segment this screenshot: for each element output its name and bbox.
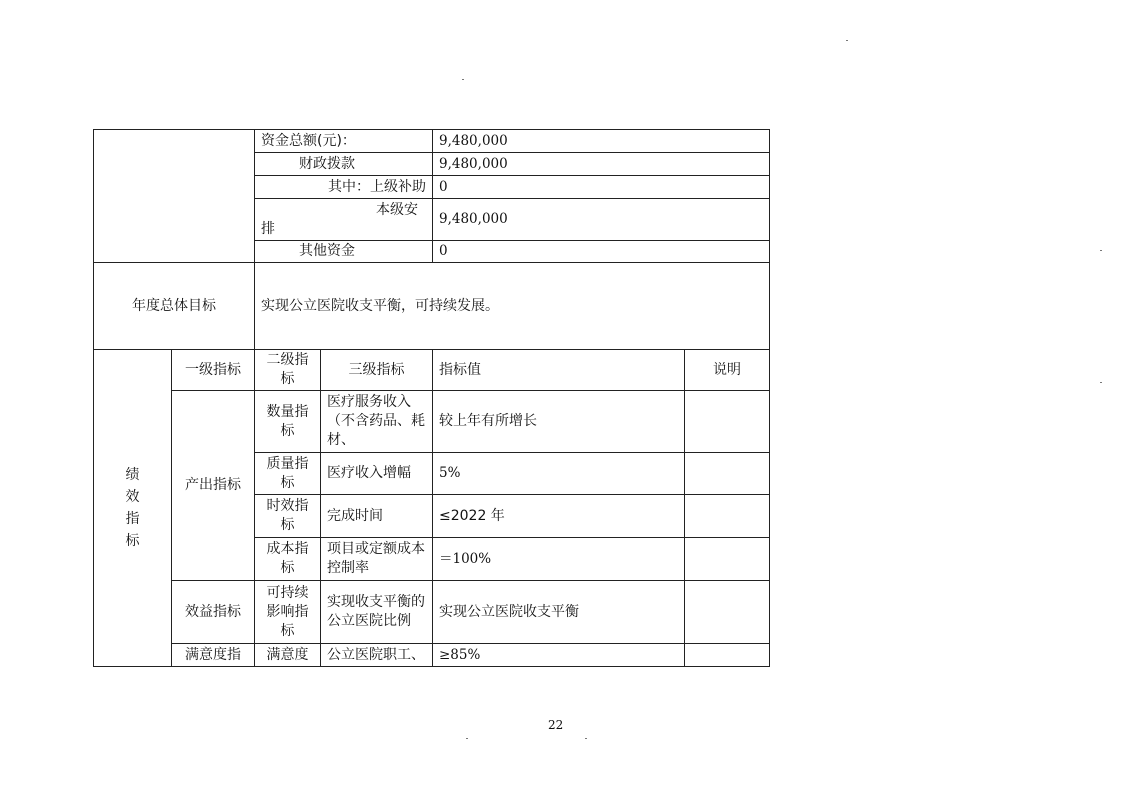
- header-level3: 三级指标: [320, 349, 433, 391]
- benefit-indicator-label: 效益指标: [171, 580, 255, 644]
- row-time-level2: 时效指标: [254, 494, 321, 538]
- scan-speck: [585, 738, 587, 739]
- row-cost-value: ＝100%: [432, 537, 685, 581]
- annual-goal-label: 年度总体目标: [93, 262, 255, 350]
- funding-fiscal-value: 9,480,000: [432, 152, 770, 176]
- row-satisfaction-note: [684, 643, 770, 667]
- row-satisfaction-level3: 公立医院职工、: [320, 643, 433, 667]
- funding-local-label: 本级安 排: [254, 198, 433, 241]
- row-time-note: [684, 494, 770, 538]
- row-quality-level3: 医疗收入增幅: [320, 452, 433, 495]
- header-level1: 一级指标: [171, 349, 255, 391]
- row-impact-note: [684, 580, 770, 644]
- funding-local-value: 9,480,000: [432, 198, 770, 241]
- row-quantity-value: 较上年有所增长: [432, 390, 685, 453]
- row-impact-level3: 实现收支平衡的公立医院比例: [320, 580, 433, 644]
- satisfaction-indicator-label: 满意度指: [171, 643, 255, 667]
- row-cost-level3: 项目或定额成本控制率: [320, 537, 433, 581]
- funding-fiscal-label: 财政拨款: [254, 152, 433, 176]
- scan-speck: [846, 40, 848, 41]
- row-impact-value: 实现公立医院收支平衡: [432, 580, 685, 644]
- scan-speck: [1100, 382, 1102, 383]
- row-quantity-level2: 数量指标: [254, 390, 321, 453]
- funding-upper-label: 其中：上级补助: [254, 175, 433, 199]
- header-value: 指标值: [432, 349, 685, 391]
- row-quality-level2: 质量指标: [254, 452, 321, 495]
- row-time-level3: 完成时间: [320, 494, 433, 538]
- header-note: 说明: [684, 349, 770, 391]
- row-quantity-note: [684, 390, 770, 453]
- row-time-value: ≤2022 年: [432, 494, 685, 538]
- funding-total-value: 9,480,000: [432, 129, 770, 153]
- header-level2: 二级指标: [254, 349, 321, 391]
- scan-speck: [466, 738, 468, 739]
- row-quality-value: 5%: [432, 452, 685, 495]
- performance-section-label: 绩 效 指 标: [93, 349, 172, 667]
- funding-total-label: 资金总额(元)：: [254, 129, 433, 153]
- scan-speck: [462, 79, 464, 80]
- row-quality-note: [684, 452, 770, 495]
- funding-blank-cell: [93, 129, 255, 263]
- annual-goal-text: 实现公立医院收支平衡，可持续发展。: [254, 262, 770, 350]
- row-satisfaction-value: ≥85%: [432, 643, 685, 667]
- scan-speck: [1100, 250, 1102, 251]
- funding-other-label: 其他资金: [254, 240, 433, 263]
- row-satisfaction-level2: 满意度: [254, 643, 321, 667]
- funding-upper-value: 0: [432, 175, 770, 199]
- row-quantity-level3: 医疗服务收入（不含药品、耗材、: [320, 390, 433, 453]
- funding-other-value: 0: [432, 240, 770, 263]
- output-indicator-label: 产出指标: [171, 390, 255, 581]
- page-number: 22: [548, 718, 564, 732]
- row-cost-note: [684, 537, 770, 581]
- row-cost-level2: 成本指标: [254, 537, 321, 581]
- row-impact-level2: 可持续影响指标: [254, 580, 321, 644]
